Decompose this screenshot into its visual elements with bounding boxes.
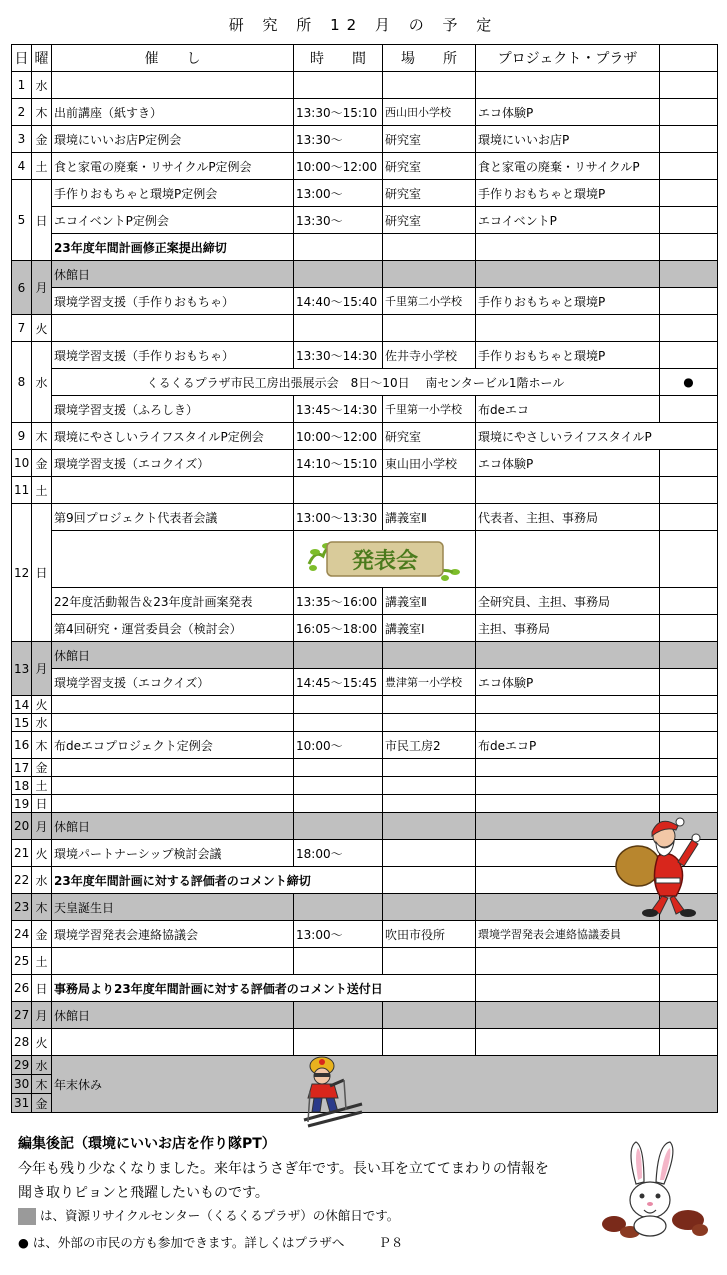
table-row <box>12 99 718 126</box>
place-cell: 講義室Ⅱ <box>383 588 476 615</box>
place-cell: 東山田小学校 <box>383 450 476 477</box>
place-cell: 研究室 <box>383 153 476 180</box>
project-cell: 全研究員、主担、事務局 <box>476 588 660 615</box>
time-cell: 18:00～ <box>294 840 383 867</box>
table-row <box>12 261 718 288</box>
dow-cell: 火 <box>32 315 52 342</box>
event-cell: 休館日 <box>52 261 294 288</box>
day-cell: 5 <box>12 180 32 261</box>
event-cell: 環境学習支援（手作りおもちゃ） <box>52 342 294 369</box>
dow-cell: 金 <box>32 921 52 948</box>
place-cell: 千里第一小学校 <box>383 396 476 423</box>
santa-icon <box>612 812 708 920</box>
dow-cell: 金 <box>32 759 52 777</box>
event-cell: 事務局より23年度年間計画に対する評価者のコメント送付日 <box>52 975 476 1002</box>
event-cell: 環境にいいお店P定例会 <box>52 126 294 153</box>
day-cell: 13 <box>12 642 32 696</box>
event-cell: 環境パートナーシップ検討会議 <box>52 840 294 867</box>
time-cell: 10:00～ <box>294 732 383 759</box>
place-cell: 佐井寺小学校 <box>383 342 476 369</box>
table-row <box>12 759 718 777</box>
day-cell: 31 <box>12 1094 32 1113</box>
table-row <box>12 795 718 813</box>
project-cell: エコ体験P <box>476 669 660 696</box>
exhibition-banner: くるくるプラザ市民工房出張展示会 8日～10日 南センタービル1階ホール <box>52 369 660 396</box>
day-cell: 4 <box>12 153 32 180</box>
event-cell: 環境学習支援（エコクイズ） <box>52 669 294 696</box>
header-place: 場 所 <box>383 45 476 72</box>
time-cell: 10:00～12:00 <box>294 423 383 450</box>
header-time: 時 間 <box>294 45 383 72</box>
event-cell: 環境学習支援（ふろしき） <box>52 396 294 423</box>
public-event-dot-icon: ● <box>18 1235 29 1250</box>
table-row <box>12 477 718 504</box>
day-cell: 18 <box>12 777 32 795</box>
event-cell: 出前講座（紙すき） <box>52 99 294 126</box>
table-row <box>12 180 718 207</box>
table-row <box>12 207 718 234</box>
dow-cell: 水 <box>32 714 52 732</box>
day-cell: 17 <box>12 759 32 777</box>
page-title: 研 究 所 12 月 の 予 定 <box>228 16 499 34</box>
project-cell: 布deエコP <box>476 732 660 759</box>
header-row <box>12 45 718 72</box>
dow-cell: 土 <box>32 948 52 975</box>
table-row <box>12 1002 718 1029</box>
table-row <box>12 234 718 261</box>
dow-cell: 日 <box>32 795 52 813</box>
skier-icon <box>300 1056 366 1128</box>
event-cell: 第4回研究・運営委員会（検討会） <box>52 615 294 642</box>
day-cell: 6 <box>12 261 32 315</box>
table-row <box>12 1029 718 1056</box>
event-cell: 23年度年間計画に対する評価者のコメント締切 <box>52 867 383 894</box>
dow-cell: 木 <box>32 894 52 921</box>
day-cell: 10 <box>12 450 32 477</box>
dow-cell: 金 <box>32 450 52 477</box>
table-row <box>12 732 718 759</box>
day-cell: 23 <box>12 894 32 921</box>
day-cell: 21 <box>12 840 32 867</box>
table-row <box>12 72 718 99</box>
table-row <box>12 423 718 450</box>
dow-cell: 火 <box>32 840 52 867</box>
dow-cell: 木 <box>32 1075 52 1094</box>
table-row <box>12 153 718 180</box>
day-cell: 28 <box>12 1029 32 1056</box>
page-number: Ｐ８ <box>378 1235 404 1250</box>
dow-cell: 木 <box>32 99 52 126</box>
project-cell: 主担、事務局 <box>476 615 660 642</box>
time-cell: 13:45～14:30 <box>294 396 383 423</box>
place-cell: 西山田小学校 <box>383 99 476 126</box>
time-cell: 14:45～15:45 <box>294 669 383 696</box>
event-cell: 食と家電の廃棄・リサイクルP定例会 <box>52 153 294 180</box>
presentation-sign-icon <box>305 534 465 584</box>
dow-cell: 月 <box>32 261 52 315</box>
day-cell: 20 <box>12 813 32 840</box>
table-row <box>12 696 718 714</box>
place-cell: 講義室Ⅰ <box>383 615 476 642</box>
day-cell: 27 <box>12 1002 32 1029</box>
day-cell: 25 <box>12 948 32 975</box>
time-cell: 13:00～13:30 <box>294 504 383 531</box>
rabbit-icon <box>600 1140 710 1240</box>
event-cell: 天皇誕生日 <box>52 894 294 921</box>
day-cell: 14 <box>12 696 32 714</box>
place-cell: 市民工房2 <box>383 732 476 759</box>
project-cell: 環境学習発表会連絡協議委員 <box>476 921 660 948</box>
dow-cell: 月 <box>32 813 52 840</box>
event-cell: エコイベントP定例会 <box>52 207 294 234</box>
table-row <box>12 642 718 669</box>
gray-legend-swatch <box>18 1208 36 1225</box>
schedule-table <box>11 44 718 1113</box>
table-row <box>12 396 718 423</box>
project-cell: 代表者、主担、事務局 <box>476 504 660 531</box>
table-row <box>12 714 718 732</box>
event-cell: 環境学習支援（エコクイズ） <box>52 450 294 477</box>
event-cell: 環境学習発表会連絡協議会 <box>52 921 294 948</box>
table-row <box>12 588 718 615</box>
day-cell: 15 <box>12 714 32 732</box>
legend-dot-text: は、外部の市民の方も参加できます。詳しくはプラザへ <box>32 1235 345 1250</box>
event-cell: 休館日 <box>52 813 294 840</box>
svg-text:発表会: 発表会 <box>351 549 418 574</box>
day-cell: 16 <box>12 732 32 759</box>
dow-cell: 土 <box>32 153 52 180</box>
legend-gray-text: は、資源リサイクルセンター（くるくるプラザ）の休館日です。 <box>40 1208 400 1223</box>
day-cell: 11 <box>12 477 32 504</box>
editor-note-heading: 編集後記（環境にいいお店を作り隊PT） <box>18 1136 276 1152</box>
day-cell: 12 <box>12 504 32 642</box>
presentation-sign <box>294 531 476 588</box>
day-cell: 22 <box>12 867 32 894</box>
dow-cell: 日 <box>32 180 52 261</box>
table-row <box>12 615 718 642</box>
place-cell: 研究室 <box>383 126 476 153</box>
project-cell: 手作りおもちゃと環境P <box>476 288 660 315</box>
event-cell: 第9回プロジェクト代表者会議 <box>52 504 294 531</box>
time-cell: 13:00～ <box>294 921 383 948</box>
event-cell: 22年度活動報告＆23年度計画案発表 <box>52 588 294 615</box>
time-cell: 13:30～ <box>294 207 383 234</box>
place-cell: 豊津第一小学校 <box>383 669 476 696</box>
editor-note-line1: 今年も残り少なくなりました。来年はうさぎ年です。長い耳を立ててまわりの情報を <box>18 1161 549 1177</box>
dow-cell: 月 <box>32 1002 52 1029</box>
dow-cell: 火 <box>32 696 52 714</box>
legend-gray <box>18 1206 399 1225</box>
place-cell: 研究室 <box>383 423 476 450</box>
dow-cell: 水 <box>32 342 52 423</box>
event-cell: 環境学習支援（手作りおもちゃ） <box>52 288 294 315</box>
day-cell: 7 <box>12 315 32 342</box>
time-cell: 13:30～14:30 <box>294 342 383 369</box>
place-cell: 研究室 <box>383 207 476 234</box>
place-cell: 千里第二小学校 <box>383 288 476 315</box>
place-cell: 研究室 <box>383 180 476 207</box>
time-cell: 16:05～18:00 <box>294 615 383 642</box>
table-row <box>12 126 718 153</box>
project-cell: エコ体験P <box>476 450 660 477</box>
dow-cell: 金 <box>32 1094 52 1113</box>
event-cell: 手作りおもちゃと環境P定例会 <box>52 180 294 207</box>
time-cell: 14:40～15:40 <box>294 288 383 315</box>
time-cell: 13:30～ <box>294 126 383 153</box>
event-cell: 布deエコプロジェクト定例会 <box>52 732 294 759</box>
day-cell: 29 <box>12 1056 32 1075</box>
time-cell: 13:35～16:00 <box>294 588 383 615</box>
day-cell: 19 <box>12 795 32 813</box>
table-row <box>12 369 718 396</box>
project-cell: 環境にいいお店P <box>476 126 660 153</box>
day-cell: 2 <box>12 99 32 126</box>
day-cell: 26 <box>12 975 32 1002</box>
dow-cell: 月 <box>32 642 52 696</box>
day-cell: 3 <box>12 126 32 153</box>
project-cell: 手作りおもちゃと環境P <box>476 180 660 207</box>
dow-cell: 金 <box>32 126 52 153</box>
place-cell: 講義室Ⅱ <box>383 504 476 531</box>
header-event: 催 し <box>52 45 294 72</box>
day-cell: 30 <box>12 1075 32 1094</box>
table-row <box>12 777 718 795</box>
table-row <box>12 342 718 369</box>
time-cell: 13:30～15:10 <box>294 99 383 126</box>
day-cell: 8 <box>12 342 32 423</box>
table-row <box>12 288 718 315</box>
table-row <box>12 450 718 477</box>
dow-cell: 日 <box>32 504 52 642</box>
dow-cell: 木 <box>32 423 52 450</box>
table-row <box>12 921 718 948</box>
project-cell: エコ体験P <box>476 99 660 126</box>
time-cell: 10:00～12:00 <box>294 153 383 180</box>
day-cell: 1 <box>12 72 32 99</box>
project-cell: 食と家電の廃棄・リサイクルP <box>476 153 660 180</box>
header-project: プロジェクト・プラザ <box>476 45 660 72</box>
project-cell: 環境にやさしいライフスタイルP <box>476 423 718 450</box>
table-row <box>12 504 718 531</box>
dow-cell: 火 <box>32 1029 52 1056</box>
legend-dot <box>18 1233 403 1251</box>
public-event-mark: ● <box>660 369 718 396</box>
project-cell: 布deエコ <box>476 396 660 423</box>
project-cell: 手作りおもちゃと環境P <box>476 342 660 369</box>
dow-cell: 木 <box>32 732 52 759</box>
project-cell: エコイベントP <box>476 207 660 234</box>
header-dow: 曜 <box>32 45 52 72</box>
place-cell: 吹田市役所 <box>383 921 476 948</box>
editor-note-line2: 聞き取りピョンと飛躍したいものです。 <box>18 1185 269 1201</box>
dow-cell: 水 <box>32 72 52 99</box>
dow-cell: 水 <box>32 1056 52 1075</box>
dow-cell: 日 <box>32 975 52 1002</box>
table-row <box>12 669 718 696</box>
dow-cell: 土 <box>32 777 52 795</box>
time-cell: 13:00～ <box>294 180 383 207</box>
header-day: 日 <box>12 45 32 72</box>
event-cell: 休館日 <box>52 642 294 669</box>
year-end-holiday-cell: 年末休み <box>52 1056 718 1113</box>
dow-cell: 土 <box>32 477 52 504</box>
event-cell: 環境にやさしいライフスタイルP定例会 <box>52 423 294 450</box>
header-extra <box>660 45 718 72</box>
event-cell: 23年度年間計画修正案提出締切 <box>52 234 294 261</box>
day-cell: 24 <box>12 921 32 948</box>
time-cell: 14:10～15:10 <box>294 450 383 477</box>
table-row <box>12 948 718 975</box>
table-row <box>12 531 718 588</box>
day-cell: 9 <box>12 423 32 450</box>
event-cell: 休館日 <box>52 1002 294 1029</box>
table-row <box>12 975 718 1002</box>
dow-cell: 水 <box>32 867 52 894</box>
table-row <box>12 315 718 342</box>
